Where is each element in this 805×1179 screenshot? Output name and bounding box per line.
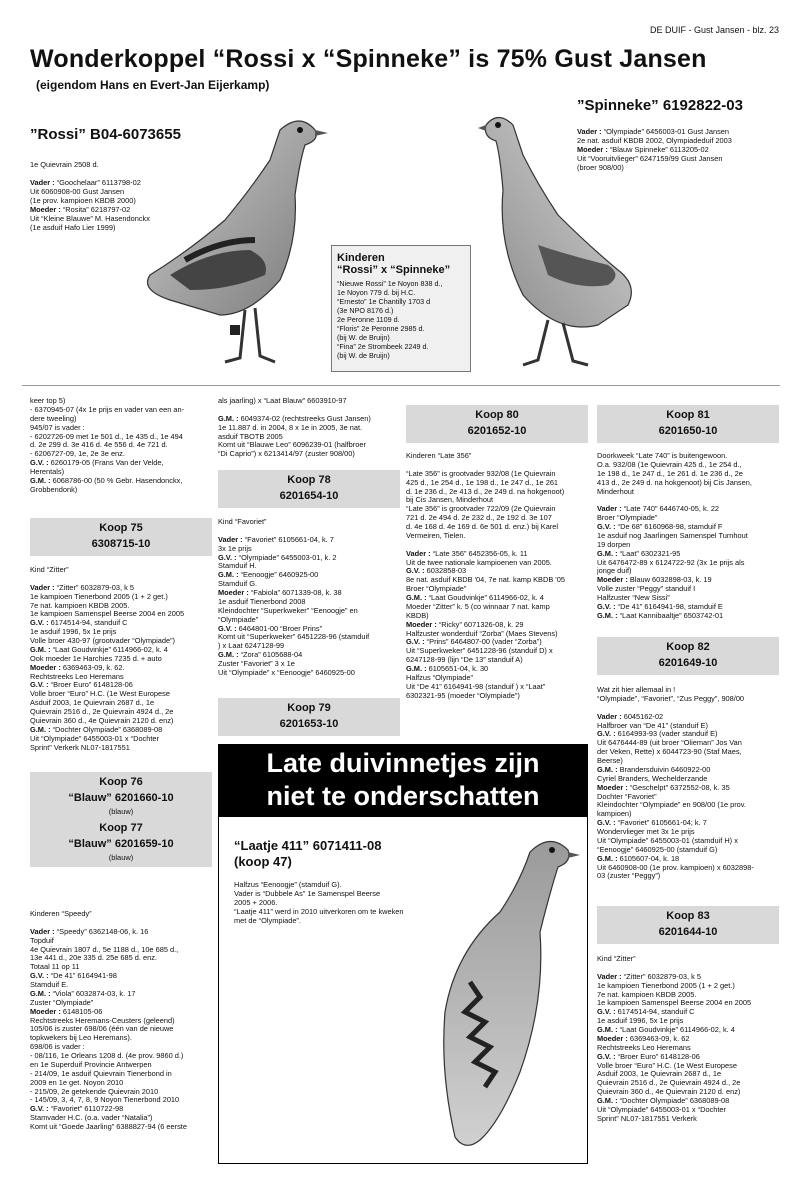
text-line: (1e asduif Hafo Lier 1999)	[30, 223, 116, 233]
text-line: “Late 356” is grootvader 722/09 (2e Quievrain	[406, 505, 556, 514]
koop75-box	[30, 518, 212, 556]
text-line: Quievrain 360 d., 4e Quievrain 2120 d. enz)	[30, 716, 174, 725]
text-line: Uit “Superkweker” 6451228-96 (standuif D) x	[406, 647, 553, 656]
koop76-note: (blauw)	[108, 806, 134, 816]
koop81-ring: 6201650-10	[658, 424, 718, 437]
text-line: Zuster “Favoriet” 3 x 1e	[218, 660, 295, 668]
laatje-name	[234, 838, 381, 871]
text-line: ) x Laat 6247128-99	[218, 642, 285, 651]
text-line: G.V. : 6174514-94, standuif C	[597, 1008, 695, 1017]
text-line: (bij W. de Bruijn)	[337, 333, 390, 342]
text-line: Komt uit “Superkweker” 6451228-96 (stamduif	[218, 633, 370, 642]
text-line	[218, 406, 400, 415]
koop82-title: Koop 82	[666, 641, 710, 653]
text-line: G.M. : “Laat Kannibaaltje” 6503742-01	[597, 611, 724, 620]
koop75-ring: 6308715-10	[91, 537, 151, 550]
text-line: Vader : “Zitter” 6032879-03, k 5	[597, 972, 701, 981]
text-line	[406, 541, 588, 550]
text-line: 1e 11.887 d. in 2004, 8 x 1e in 2005, 3e nat.	[218, 423, 363, 432]
text-line: Kleindochter “Olympiade” en 908/00 (1e prov.	[597, 801, 746, 810]
text-line: Kinderen “Late 356”	[406, 452, 472, 460]
text-line: d. 2e 299 d. 3e 416 d. 4e 556 d. 4e 721 d.	[30, 441, 168, 450]
text-line: G.M. : “Laat Goudvinkje” 6114966-02, k. 4	[406, 594, 544, 602]
kinderen-box	[331, 245, 471, 372]
spinneke-pigeon-photo	[478, 95, 638, 375]
text-line: G.V. : 6260179-05 (Frans Van der Velde,	[30, 459, 164, 468]
text-line: keer top 5)	[30, 397, 66, 405]
koop77-pedigree	[30, 910, 212, 1132]
text-line: Stamduif H.	[218, 562, 257, 571]
text-line: G.V. : “Prins” 6464807-00 (vader “Zorba”)	[406, 638, 542, 647]
banner-line-1: Late duivinnetjes zijn	[266, 748, 540, 778]
text-line: Uit “Olympiade” 6455003-01 (stamduif H) x	[597, 836, 738, 845]
text-line: (1e prov. kampioen KBDB 2000)	[30, 196, 136, 206]
koop78-ring: 6201654-10	[279, 489, 339, 502]
text-line: Asduif 2003, 1e Quievrain 2687 d., 1e	[597, 1070, 722, 1079]
text-line: Vader : “Late 740” 6446740-05, k. 22	[597, 505, 720, 514]
koop75-title: Koop 75	[99, 522, 143, 534]
text-line: 1e kampioen Tienerbond 2005 (1 + 2 get.)	[597, 981, 735, 990]
koop82-ring: 6201649-10	[658, 656, 718, 669]
text-line: Halfzuster “New Sissi”	[597, 594, 670, 602]
running-head: DE DUIF - Gust Jansen - blz. 23	[649, 25, 779, 35]
text-line: 03 (zuster “Peggy”)	[597, 872, 661, 881]
laatje-name-line-2: (koop 47)	[234, 854, 292, 870]
text-line: Uit 6460908-00 (1e prov. kampioen) x 6032898-	[597, 863, 754, 872]
text-line: d. 4e 168 d. 4e 169 d. 6e 501 d. enz.) bij Karel	[406, 523, 559, 531]
text-line: asduif TBOTB 2005	[218, 432, 283, 441]
text-line: 2005 + 2006.	[234, 898, 278, 908]
text-line: G.M. : “Dochter Olympiade” 6368089-08	[597, 1097, 730, 1105]
text-line: Moeder : “Fabiola” 6071339-08, k. 38	[218, 589, 342, 597]
text-line: Moeder : “Geschelpt” 6372552-08, k. 35	[597, 783, 730, 792]
koop83-box	[597, 906, 779, 944]
text-line: Broer “Olympiade”	[406, 585, 467, 594]
text-line: 721 d. 2e 494 d. 2e 232 d., 2e 192 d. 3e 107	[406, 514, 552, 523]
text-line: Moeder : 6369463-09, k. 62.	[30, 663, 125, 672]
koop77-title: Koop 77	[99, 822, 143, 834]
koop82-box	[597, 637, 779, 675]
text-line: Uit “Olympiade” x “Eenoogje” 6460925-00	[218, 668, 355, 677]
text-line: KBDB)	[406, 611, 429, 620]
koop78-title: Koop 78	[287, 474, 331, 486]
text-line: Volle zuster “Peggy” standuif I	[597, 585, 696, 594]
spinneke-name: ”Spinneke” 6192822-03	[577, 97, 743, 114]
text-line: Vader : “Speedy” 6362148-06, k. 16	[30, 927, 149, 936]
text-line: Moeder : Blauw 6032898-03, k. 19	[597, 576, 712, 585]
rossi-name: ”Rossi” B04-6073655	[30, 126, 181, 143]
koop78-box	[218, 470, 400, 508]
text-line: Halfbroer van “De 41” (standuif E)	[597, 721, 708, 730]
text-line: G.M. : “Laat Goudvinkje” 6114966-02, k. 4	[30, 645, 168, 654]
text-line: Vader : “Olympiade” 6456003-01 Gust Jansen	[577, 127, 730, 136]
text-line: Moeder : 6369463-09, k. 62	[597, 1034, 690, 1043]
text-line: 413 d., 2e 249 d. na hokgenoot) bij Cis Jansen,	[597, 478, 752, 487]
text-line: “Floris” 2e Peronne 2985 d.	[337, 324, 425, 333]
koop79-box	[218, 698, 400, 736]
text-line: 6302321-95 (moeder “Olympiade”)	[406, 691, 520, 700]
text-line: Volle broer 430-97 (grootvader “Olympiade”)	[30, 637, 176, 645]
kinderen-title: Kinderen	[337, 252, 385, 264]
text-line: Cyriel Branders, Wechelderzande	[597, 774, 708, 783]
text-line: 4e Quievrain 1807 d., 5e 1188 d., 10e 685 d.,	[30, 945, 179, 954]
koop76-title: Koop 76	[99, 776, 143, 788]
text-line: Komt uit “Blauwe Leo” 6096239-01 (halfbroer	[218, 441, 366, 450]
koop80-title: Koop 80	[475, 409, 519, 421]
text-line: - 215/09, 2e getekende Quievrain 2010	[30, 1087, 159, 1096]
text-line: 105/06 is zuster 698/06 (één van de nieuwe	[30, 1025, 174, 1034]
text-line: Doorkweek “Late 740” is buitengewoon.	[597, 452, 728, 460]
text-line: Volle broer “Euro” H.C. (1e West Europese	[597, 1061, 737, 1070]
text-line: (broer 908/00)	[577, 163, 624, 173]
koop81-title: Koop 81	[666, 409, 710, 421]
text-line: 7e nat. kampioen KBDB 2005.	[597, 990, 697, 999]
text-line: - 6370945-07 (4x 1e prijs en vader van een an-	[30, 405, 185, 414]
text-line: Halfzus “Olympiade”	[406, 673, 473, 682]
text-line: Uit 6476444-89 (uit broer “Olieman” Jos Van	[597, 739, 742, 748]
text-line: Sprint” Verkerk NL07-1817551	[30, 743, 130, 752]
text-line: G.M. : “Laat Goudvinkje” 6114966-02, k. 4	[597, 1026, 735, 1034]
text-line: 1e kampioen Tienerbond 2005 (1 + 2 get.)	[30, 592, 168, 601]
text-line: Broer “Olympiade”	[597, 514, 658, 523]
koop78-pedigree	[218, 518, 400, 678]
koop77-ring: “Blauw” 6201659-10	[68, 837, 174, 850]
text-line: “Eenoogje” 6460925-00 (stamduif G)	[597, 845, 718, 854]
text-line: Komt uit “Goede Jaarling” 6388827-94 (6 eerste	[30, 1123, 187, 1131]
text-line: Moeder : “Rosita” 6218797-02	[30, 205, 131, 215]
text-line	[218, 527, 400, 536]
text-line: Uit “De 41” 6164941-98 (standuif ) x “Laat”	[406, 682, 546, 691]
laatje-text	[234, 880, 404, 925]
text-line: Moeder “Zitter” k. 5 (co winnaar 7 nat. kamp	[406, 602, 550, 611]
text-line: Herentals)	[30, 468, 65, 476]
text-line: G.M. : 6068786-00 (50 % Gebr. Hasendonckx,	[30, 476, 183, 485]
text-line: Moeder : “Blauw Spinneke” 6113205-02	[577, 145, 709, 155]
text-line: bij Cis Jansen, Minderhout	[406, 496, 494, 505]
text-line: G.M. : “Viola” 6032874-03, k. 17	[30, 989, 136, 998]
text-line: Kind “Zitter”	[597, 955, 636, 963]
text-line: Zuster “Olympiade”	[30, 998, 94, 1007]
text-line: 2009 en 1e get. Noyon 2010	[30, 1078, 124, 1087]
text-line: G.V. : “De 68” 6160968-98, stamduif F	[597, 523, 723, 531]
text-line: 1e 198 d., 1e 247 d., 1e 261 d. 1e 236 d., 2e	[597, 469, 743, 478]
koop76-ring: “Blauw” 6201660-10	[68, 791, 174, 804]
page-title: Wonderkoppel “Rossi x “Spinneke” is 75% Gust Jansen	[30, 45, 707, 73]
banner-line-2: niet te onderschatten	[266, 781, 540, 811]
text-line: “Ernesto” 1e Chantilly 1703 d	[337, 297, 431, 306]
text-line: Kinderen “Speedy”	[30, 910, 92, 918]
text-line: Rechtstreeks Heremans-Ceusters (geleend)	[30, 1016, 175, 1025]
text-line: met de “Olympiade”.	[234, 916, 301, 926]
koop79-title: Koop 79	[287, 702, 331, 714]
text-line: 19 dorpen	[597, 540, 631, 549]
text-line: G.M. : “Zora” 6105688-04	[218, 651, 303, 660]
text-line: Quievrain 2516 d., 2e Quievrain 4924 d., 2e	[30, 708, 174, 716]
text-line: 6247128-99 (lijn “De 13” standuif A)	[406, 656, 523, 665]
text-line: Topduif	[30, 936, 54, 945]
text-line: 2e nat. asduif KBDB 2002, Olympiadeduif 2003	[577, 136, 732, 146]
text-line: 945/07 is vader :	[30, 423, 85, 432]
text-line: Rechtstreeks Leo Heremans	[597, 1043, 691, 1052]
text-line: 1e asduif Tienerbond 2008	[218, 597, 306, 606]
koop77-note: (blauw)	[108, 852, 134, 862]
text-line: Stamduif E.	[30, 981, 69, 989]
koop77-box	[30, 818, 212, 867]
text-line: G.V. : “Favoriet” 6105661-04; k. 7	[597, 819, 707, 828]
laatje-pigeon-photo	[410, 822, 582, 1160]
koop76-box	[30, 772, 212, 821]
text-line	[30, 919, 212, 928]
text-line	[597, 496, 779, 505]
text-line: Uit “Olympiade” 6455003-01 x “Dochter	[30, 734, 159, 743]
text-line: G.M. : “Laat” 6302321-95	[597, 549, 681, 558]
text-line: dere tweeling)	[30, 414, 77, 423]
text-line	[406, 461, 588, 470]
text-line: Vader : “Late 356” 6452356-05, k. 11	[406, 549, 528, 558]
text-line: G.V. : “Olympiade” 6455003-01, k. 2	[218, 553, 337, 562]
text-line	[597, 704, 779, 713]
text-line: G.V. : “De 41” 6164941-98	[30, 972, 117, 981]
text-line: 3x 1e prijs	[218, 544, 252, 553]
text-line: 13e 441 d., 20e 335 d. 25e 685 d. enz.	[30, 954, 157, 963]
text-line: Uit de twee nationale kampioenen van 2005.	[406, 558, 552, 567]
kinderen-subtitle: “Rossi” x “Spinneke”	[337, 264, 451, 276]
col2-top	[218, 397, 400, 459]
text-line: Kleindochter “Superkweker” “Eenoogje” en	[218, 606, 358, 615]
text-line: 425 d., 1e 254 d., 1e 198 d., 1e 247 d., 1e 261	[406, 478, 559, 487]
text-line: “Di Caprio”) x 6213414/97 (zuster 908/00)	[218, 450, 355, 459]
text-line: Uit “Olympiade” 6455003-01 x “Dochter	[597, 1105, 726, 1114]
text-line: Kind “Favoriet”	[218, 518, 267, 526]
text-line: 1e asduif nog Jaarlingen Samenspel Turnhout	[597, 531, 748, 540]
kinderen-list	[337, 279, 470, 360]
text-line: Sprint” NL07-1817551 Verkerk	[597, 1114, 697, 1123]
text-line: (bij W. de Bruijn)	[337, 351, 390, 360]
text-line: “Olympiade”, “Favoriet”, “Zus Peggy”, 908/00	[597, 694, 745, 703]
text-line: G.V. : “Favoriet” 6110722-98	[30, 1105, 124, 1114]
text-line: 1e kampioen Samenspel Beerse 2004 en 2005	[597, 999, 752, 1008]
text-line: G.V. : 6032858-03	[406, 567, 467, 576]
koop80-ring: 6201652-10	[467, 424, 527, 437]
text-line: 1e kampioen Samenspel Beerse 2004 en 2005	[30, 610, 185, 619]
koop81-pedigree	[597, 452, 779, 621]
koop83-ring: 6201644-10	[658, 925, 718, 938]
text-line: 698/06 is vader :	[30, 1043, 85, 1052]
text-line: Stamvader H.C. (o.a. vader “Natalia”)	[30, 1114, 153, 1123]
koop79-ring: 6201653-10	[279, 717, 339, 730]
text-line: Moeder : “Ricky” 6071326-08, k. 29	[406, 620, 524, 629]
text-line: G.M. : “Dochter Olympiade” 6368089-08	[30, 725, 163, 734]
koop75-pedigree	[30, 566, 212, 752]
text-line: Volle broer “Euro” H.C. (1e West Europese	[30, 690, 170, 699]
text-line: Halfzuster wonderduif “Zorba” (Maes Stevens)	[406, 629, 558, 638]
text-line: jonge duif)	[597, 567, 632, 576]
text-line: O.a. 932/08 (1e Quievrain 425 d., 1e 254 d.,	[597, 460, 742, 469]
text-line: 2e Peronne 1109 d.	[337, 315, 400, 324]
text-line: kampioen)	[597, 810, 632, 819]
text-line: G.V. : 6164993-93 (vader standuif E)	[597, 730, 718, 739]
text-line: Minderhout	[597, 487, 634, 496]
text-line: (3e NPO 8176 d.)	[337, 306, 394, 315]
text-line: der Veken, Rette) x 6044723-90 (Staf Maes,	[597, 748, 742, 757]
koop81-box	[597, 405, 779, 443]
text-line: G.V. : “Broer Euro” 6148128-06	[597, 1052, 700, 1061]
text-line: Totaal 11 op 11	[30, 963, 80, 972]
text-line: “Nieuwe Rossi” 1e Noyon 838 d.,	[337, 279, 443, 288]
headline-banner	[218, 744, 588, 816]
text-line: d. 1e 236 d., 2e 413 d., 2e 249 d. na hokgenoot)	[406, 487, 565, 496]
text-line: 1e asduif 1996, 5x 1e prijs	[597, 1017, 684, 1026]
text-line: - 6206727-09, 1e, 2e 3e enz.	[30, 450, 125, 459]
text-line: G.V. : “Broer Euro” 6148128-06	[30, 681, 133, 690]
text-line: Vader is “Dubbele As” 1e Samenspel Beerse	[234, 889, 381, 899]
text-line: Wat zit hier allemaal in !	[597, 686, 676, 694]
text-line	[30, 575, 212, 584]
text-line: G.V. : 6464801-00 “Broer Prins”	[218, 624, 323, 633]
text-line: Vermeiren, Tielen.	[406, 531, 466, 540]
text-line: Uit 6476472-89 x 6124722-92 (3x 1e prijs als	[597, 558, 745, 567]
text-line: Dochter “Favoriet”	[597, 792, 657, 801]
text-line: Vader : 6045162-02	[597, 712, 664, 721]
text-line: - 6202726-09 met 1e 501 d., 1e 435 d., 1e 494	[30, 432, 183, 441]
text-line	[597, 964, 779, 973]
text-line: Beerse)	[597, 757, 623, 765]
text-line: G.V. : 6174514-94, standuif C	[30, 619, 128, 628]
text-line: Vader : “Zitter” 6032879-03, k 5	[30, 583, 134, 592]
koop82-pedigree	[597, 686, 779, 881]
text-line: Uit “Vooruitvlieger” 6247159/99 Gust Jansen	[577, 154, 723, 164]
koop83-pedigree	[597, 955, 779, 1124]
text-line: Quievrain 2516 d., 2e Quievrain 4924 d., 2e	[597, 1079, 741, 1088]
text-line: Quievrain 360 d., 4e Quievrain 2120 d. enz)	[597, 1088, 741, 1097]
koop83-title: Koop 83	[666, 910, 710, 922]
text-line: G.M. : 6105651-04, k. 30	[406, 665, 489, 673]
text-line: - 214/09, 1e asduif Quievrain Tienerbond in	[30, 1069, 172, 1078]
text-line: Stamduif G.	[218, 580, 258, 589]
text-line: 7e nat. kampioen KBDB 2005.	[30, 601, 130, 610]
col1-top	[30, 397, 212, 495]
text-line: G.M. : “Eenoogje” 6460925-00	[218, 571, 319, 580]
text-line: 8e nat. asduif KBDB '04, 7e nat. kamp KBDB '05	[406, 576, 565, 585]
text-line: Vader : “Goochelaar” 6113798-02	[30, 178, 141, 188]
koop80-box	[406, 405, 588, 443]
text-line: 1e Noyon 779 d. bij H.C.	[337, 288, 416, 297]
text-line: “Olympiade”	[218, 615, 259, 624]
text-line: Uit “Kleine Blauwe” M. Hasendonckx	[30, 214, 150, 224]
text-line: Moeder : 6148105-06	[30, 1007, 103, 1016]
page-subtitle: (eigendom Hans en Evert-Jan Eijerkamp)	[36, 78, 270, 92]
text-line: “Late 356” is grootvader 932/08 (1e Quievrain	[406, 469, 556, 478]
text-line: “Fina” 2e Strombeek 2249 d.	[337, 342, 429, 351]
koop80-pedigree	[406, 452, 588, 701]
text-line: “Laatje 411” werd in 2010 uitverkoren om te kweken	[234, 907, 404, 917]
text-line: 1e asduif 1996, 5x 1e prijs	[30, 628, 117, 637]
section-divider	[22, 385, 780, 386]
laatje-name-line-1: “Laatje 411” 6071411-08	[234, 838, 382, 853]
text-line: Ook moeder 1e Harchies 7235 d. + auto	[30, 654, 162, 663]
rossi-pigeon-photo	[130, 100, 330, 375]
text-line: Uit 6060908-00 Gust Jansen	[30, 187, 125, 197]
text-line: Wondervlieger met 3x 1e prijs	[597, 828, 695, 836]
text-line: en 1e Superduif Provincie Antwerpen	[30, 1060, 152, 1069]
text-line: 1e Quievrain 2508 d.	[30, 160, 99, 169]
text-line: Halfzus “Eenoogje” (stamduif G).	[234, 880, 342, 889]
text-line: - 08/116, 1e Orleans 1208 d. (4e prov. 9860 d.)	[30, 1052, 184, 1060]
text-line: Grobbendonk)	[30, 485, 78, 494]
text-line: G.V. : “De 41” 6164941-98, stamduif E	[597, 602, 723, 611]
text-line: als jaarling) x “Laat Blauw” 6603910-97	[218, 397, 347, 405]
text-line: Vader : “Favoriet” 6105661-04, k. 7	[218, 535, 334, 544]
text-line: G.M. : 6105607-04, k. 18	[597, 854, 680, 863]
text-line: Asduif 2003, 1e Quievrain 2687 d., 1e	[30, 699, 155, 708]
text-line: - 145/09, 3, 4, 7, 8, 9 Noyon Tienerbond 2010	[30, 1096, 180, 1105]
text-line: Kind “Zitter”	[30, 566, 69, 574]
text-line: G.M. : 6049374-02 (rechtstreeks Gust Jansen)	[218, 414, 371, 423]
text-line: G.M. : Brandersduivin 6460922-00	[597, 765, 711, 774]
text-line: topkwekers bij Leo Heremans).	[30, 1034, 132, 1043]
text-line: Rechtstreeks Leo Heremans	[30, 672, 124, 681]
